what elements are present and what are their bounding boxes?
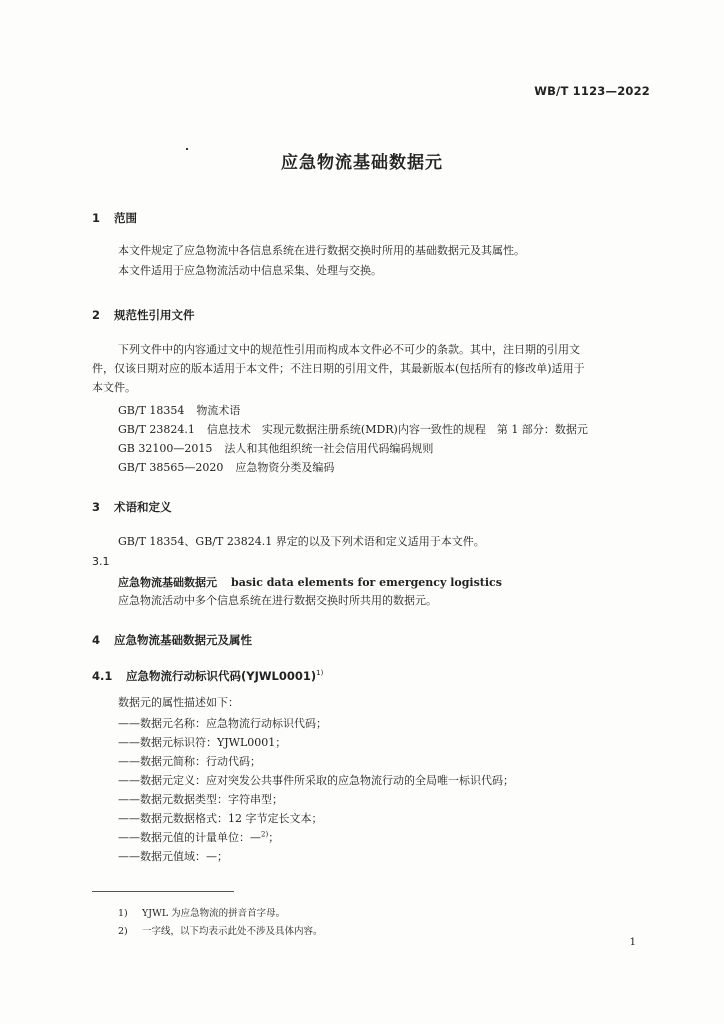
section-title: 规范性引用文件 <box>114 308 195 322</box>
reference-name: 信息技术 实现元数据注册系统(MDR)内容一致性的规程 第 1 部分：数据元 <box>206 423 588 436</box>
reference-name: 法人和其他组织统一社会信用代码编码规则 <box>224 442 434 455</box>
reference-code: GB 32100—2015 <box>118 442 213 455</box>
section-number: 1 <box>92 211 101 225</box>
section-2-intro-line-1: 下列文件中的内容通过文中的规范性引用而构成本文件必不可少的条款。其中，注日期的引用文 <box>118 343 580 356</box>
section-1-heading <box>92 210 137 226</box>
footnote-number: 1) <box>118 908 128 919</box>
footnote <box>118 923 323 937</box>
footnote <box>118 905 285 919</box>
section-1-para-2: 本文件适用于应急物流活动中信息采集、处理与交换。 <box>118 264 382 277</box>
reference-name: 物流术语 <box>196 404 241 417</box>
reference-name: 应急物资分类及编码 <box>235 461 335 474</box>
section-2-intro-line-2: 件，仅该日期对应的版本适用于本文件；不注日期的引用文件，其最新版本(包括所有的修改单)适用于 <box>92 362 585 375</box>
reference-item <box>118 402 240 418</box>
section-title: 应急物流基础数据元及属性 <box>114 633 252 647</box>
section-4-heading <box>92 632 252 648</box>
reference-item <box>118 440 433 456</box>
term-definition: 应急物流活动中多个信息系统在进行数据交换时所共用的数据元。 <box>118 594 437 607</box>
section-2-heading <box>92 307 195 323</box>
attribute-text: ——数据元值的计量单位：— <box>118 831 261 844</box>
reference-code: GB/T 38565—2020 <box>118 461 224 474</box>
attribute-item: ——数据元定义：应对突发公共事件所采取的应急物流行动的全局唯一标识代码； <box>118 774 514 787</box>
footnote-divider <box>92 891 234 892</box>
document-title: 应急物流基础数据元 <box>281 153 443 173</box>
subsection-title: 应急物流行动标识代码(YJWL0001) <box>126 669 317 683</box>
section-3-heading <box>92 499 172 515</box>
reference-item <box>118 421 588 437</box>
attributes-intro: 数据元的属性描述如下： <box>118 696 239 709</box>
attribute-item: ——数据元标识符：YJWL0001； <box>118 736 287 749</box>
section-title: 术语和定义 <box>114 500 172 514</box>
footnote-ref: 1) <box>316 669 324 678</box>
term-english: basic data elements for emergency logistics <box>231 576 502 589</box>
section-3-intro: GB/T 18354、GB/T 23824.1 界定的以及下列术语和定义适用于本文件。 <box>118 535 485 548</box>
section-number: 4 <box>92 633 101 647</box>
attribute-item: ——数据元名称：应急物流行动标识代码； <box>118 717 327 730</box>
attribute-item: ——数据元数据格式：12 字节定长文本； <box>118 812 323 825</box>
section-number: 2 <box>92 308 101 322</box>
footnote-text: YJWL 为应急物流的拼音首字母。 <box>142 908 286 919</box>
subsection-number: 4.1 <box>92 669 113 683</box>
reference-item <box>118 459 334 475</box>
footnote-number: 2) <box>118 926 128 937</box>
subsection-4-1-heading <box>92 668 323 684</box>
reference-code: GB/T 23824.1 <box>118 423 195 436</box>
footnote-text: 一字线，以下均表示此处不涉及具体内容。 <box>142 926 323 937</box>
reference-code: GB/T 18354 <box>118 404 185 417</box>
section-2-intro-line-3: 本文件。 <box>92 381 136 394</box>
section-title: 范围 <box>114 211 137 225</box>
standard-code: WB/T 1123—2022 <box>534 84 650 98</box>
attribute-item <box>118 829 279 845</box>
attribute-tail: ； <box>268 831 280 844</box>
term-number: 3.1 <box>92 555 110 568</box>
page-number: 1 <box>629 937 636 948</box>
footnote-ref: 2) <box>261 830 269 839</box>
section-1-para-1: 本文件规定了应急物流中各信息系统在进行数据交换时所用的基础数据元及其属性。 <box>118 244 525 257</box>
attribute-item: ——数据元值域：—； <box>118 850 228 863</box>
term-entry <box>118 574 502 590</box>
section-number: 3 <box>92 500 101 514</box>
attribute-item: ——数据元数据类型：字符串型； <box>118 793 283 806</box>
term-chinese: 应急物流基础数据元 <box>118 576 217 589</box>
attribute-item: ——数据元简称：行动代码； <box>118 755 261 768</box>
